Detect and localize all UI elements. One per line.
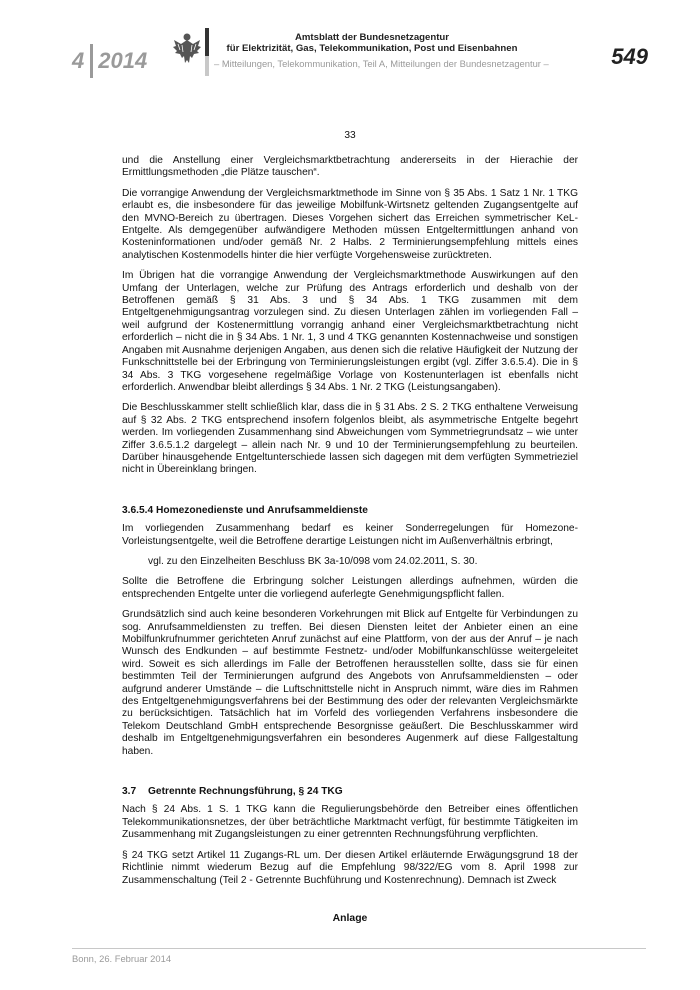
footer-date: Bonn, 26. Februar 2014 bbox=[72, 953, 172, 964]
header-rule-gray bbox=[205, 56, 209, 76]
paragraph: Im vorliegenden Zusammenhang bedarf es keiner Sonderregelungen für Homezone-Vorleistungsentgelte, weil die Betroffene derartige Leistungen nicht im Außenverhältnis erbringt, bbox=[122, 523, 578, 547]
issue-divider bbox=[90, 44, 93, 78]
paragraph: Nach § 24 Abs. 1 S. 1 TKG kann die Regulierungsbehörde den Betreiber eines öffentlichen Telekommunikationsnetzes, der über beträchtliche Marktmacht verfügt, für bestimmte Tätigkeiten im Zusammenhang mit Zugangsleistungen zu einer getrennten Rechnungsführung verpflichten. bbox=[122, 804, 578, 841]
paragraph: Die vorrangige Anwendung der Vergleichsmarktmethode im Sinne von § 35 Abs. 1 Satz 1 Nr. 1 TKG erlaubt es, die insbesondere für das jeweilige Mobilfunk-Wirtsnetz geltenden Zugangsentgelte auf den MVNO-Bereich zu übertragen. Dieses Vorgehen sichert das Erreichen symmetrischer KeL-Entgelte. Als demgegenüber aufwändigere Methoden müssen Entgeltermittlungen anhand von Kosteninformationen und/oder gemäß Nr. 2 Halbs. 2 Terminierungsempfehlung mittels eines analytischen Kostenmodells hinter die hier verfügte Vorgehensweise zurücktreten. bbox=[122, 187, 578, 261]
section-heading: 3.6.5.4 Homezonedienste und Anrufsammeldienste bbox=[122, 504, 368, 516]
section-heading bbox=[122, 786, 578, 798]
gazette-title-line2: für Elektrizität, Gas, Telekommunikation, Post und Eisenbahnen bbox=[226, 43, 518, 54]
paragraph: Sollte die Betroffene die Erbringung solcher Leistungen allerdings aufnehmen, würden die entsprechenden Entgelte unter die vorliegend auferlegte Genehmigungspflicht fallen. bbox=[122, 576, 578, 600]
paragraph: § 24 TKG setzt Artikel 11 Zugangs-RL um. Der diesen Artikel erläuternde Erwägungsgrund 18 der Richtlinie nimmt wiederum Bezug auf die Empfehlung 98/322/EG vom 8. April 1998 zur Zusammenschaltung (Teil 2 - Getrennte Buchführung und Kostenrechnung). Demnach ist Zweck bbox=[122, 849, 578, 886]
section-title: Getrennte Rechnungsführung, § 24 TKG bbox=[148, 786, 343, 798]
federal-eagle-icon bbox=[172, 30, 202, 66]
paragraph: Die Beschlusskammer stellt schließlich klar, dass die in § 31 Abs. 2 S. 2 TKG enthaltene Verweisung auf § 32 Abs. 2 TKG entsprechend insofern folgenlos bleibt, als asymmetrische Entgelte begehrt werden. Im vorliegenden Zusammenhang sind Abweichungen vom Symmetriegrundsatz – wie unter Ziffer 3.6.5.1.2 dargelegt – allein nach Nr. 9 und 10 der Terminierungsempfehlung zu beurteilen. Darüber hinausgehende Entgeltunterschiede lassen sich dagegen mit dem verfügten Symmetrieziel nicht in Übereinklang bringen. bbox=[122, 402, 578, 476]
paragraph: und die Anstellung einer Vergleichsmarktbetrachtung andererseits in der Hierachie der Ermittlungsmethoden „die Plätze tauschen“. bbox=[122, 155, 578, 179]
gazette-subtitle: – Mitteilungen, Telekommunikation, Teil A, Mitteilungen der Bundesnetzagentur – bbox=[214, 58, 549, 69]
inner-page-number: 33 bbox=[344, 130, 356, 141]
gazette-title-line1: Amtsblatt der Bundesnetzagentur bbox=[294, 32, 450, 43]
gazette-title bbox=[222, 32, 522, 54]
issue-label bbox=[72, 44, 147, 78]
paragraph: Im Übrigen hat die vorrangige Anwendung der Vergleichsmarktmethode Auswirkungen auf den Umfang der Unterlagen, welche zur Prüfung des Antrags erforderlich und deshalb von der Betroffenen gemäß § 31 Abs. 3 und § 34 Abs. 1 TKG zusammen mit dem Entgeltgenehmigungsantrag vorzulegen sind. Zu diesen Unterlagen zählen im vorliegenden Fall – weil aufgrund der Kostenermittlung vorrangig anhand einer Vergleichsmarktbetrachtung nicht erforderlich – nicht die in § 34 Abs. 1 Nr. 1, 3 und 4 TKG genannten Kostennachweise und sonstigen Angaben mit Ausnahme derjenigen Angaben, aus denen sich die relative Häufigkeit der Nutzung der Funkschnittstelle bei der Erbringung von Terminierungsleistungen ergibt (vgl. Ziffer 3.6.5.4). Die in § 34 Abs. 3 TKG vorgesehene regelmäßige Vorlage von Kostenunterlagen ist ebenfalls nicht erforderlich. Anwendbar bleibt allerdings § 34 Abs. 1 Nr. 2 TKG (Leistungsangaben). bbox=[122, 270, 578, 393]
page-number: 549 bbox=[611, 44, 648, 69]
issue-number: 4 bbox=[72, 48, 85, 73]
document-body bbox=[122, 155, 578, 895]
issue-year: 2014 bbox=[98, 48, 148, 73]
section-number: 3.7 bbox=[122, 786, 137, 798]
footer-rule bbox=[72, 948, 646, 949]
annex-label: Anlage bbox=[332, 913, 368, 924]
reference-note: vgl. zu den Einzelheiten Beschluss BK 3a-10/098 vom 24.02.2011, S. 30. bbox=[148, 555, 478, 567]
paragraph: Grundsätzlich sind auch keine besonderen Vorkehrungen mit Blick auf Entgelte für Verbindungen zu sog. Anrufsammeldiensten zu treffen. Bei diesen Diensten leitet der Anbieter einen an eine Mobilfunkrufnummer gerichteten Anruf zunächst auf eine Plattform, von der aus der Anruf – je nach Wunsch des Endkunden – auf bestimmte Festnetz- und/oder Mobilfunkanschlüsse weitergeleitet wird. Soweit es sich allerdings im Falle der Betroffenen herausstellen sollte, dass sie für einen bestimmten Teil der Terminierungen aufgrund des Angebots von Anrufsammeldiensten – oder aufgrund anderer Umstände – die Luftschnittstelle nicht in Anspruch nimmt, wäre dies im Rahmen des Entgeltgenehmigungsverfahrens bei der Bestimmung des oder der relevanten Vergleichsmärkte zu berücksichtigen. Tatsächlich hat im Vorfeld des vorliegenden Verfahrens insbesondere die Telekom Deutschland GmbH entsprechende Besorgnisse geäußert. Die Beschlusskammer wird deshalb im Entgeltgenehmigungsverfahren ein besonderes Augenmerk auf diese Fallgestaltung haben. bbox=[122, 609, 578, 757]
